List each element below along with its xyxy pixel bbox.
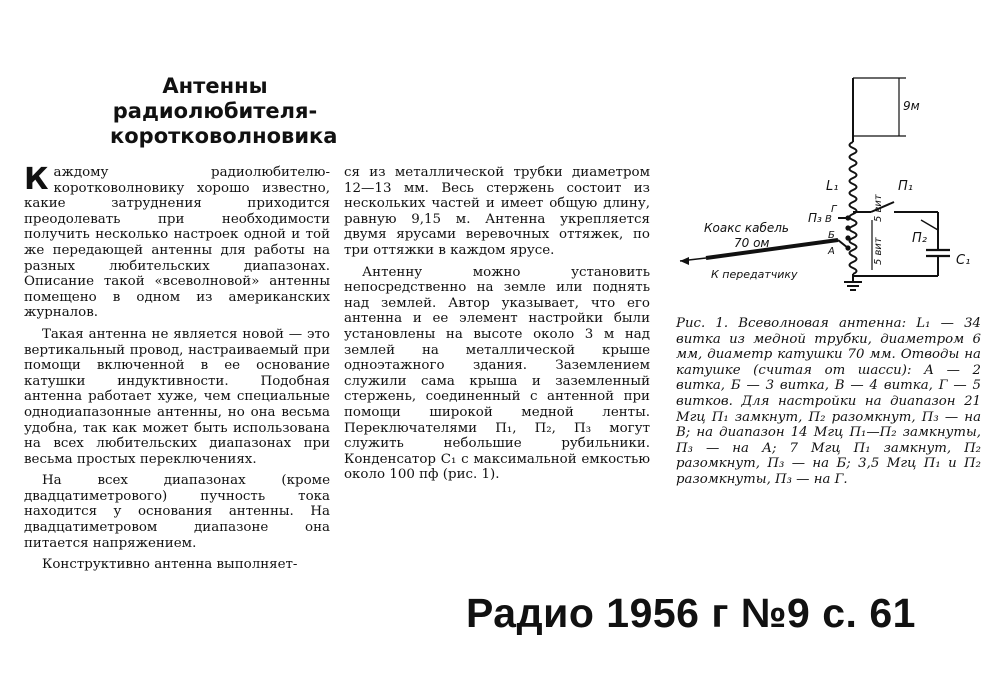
tap-a-label: А bbox=[828, 246, 835, 257]
tap-v-label: В bbox=[825, 214, 832, 225]
coil-turns-label-2: 5 вит bbox=[873, 237, 884, 265]
drop-cap: К bbox=[24, 162, 49, 197]
paragraph: На всех диапазонах (кроме двадцатиметрового) пучность тока находится у основания антенны. На двадцатиметровом диапазоне она питается напряжением. bbox=[24, 473, 330, 551]
paragraph: Антенну можно установить непосредственно на земле или поднять над землей. Автор указывает, что его антенна и ее элемент настройки были установлены на высоте около 3 м над землей на металлической крыше одноэтажного здания. Заземлением служили сама крыша и заземленный стержень, соединенный с антенной при помощи широкой медной ленты. Переключателями П₁, П₂, П₃ могут служить небольшие рубильники. Конденсатор C₁ с максимальной емкостью около 100 пф (рис. 1). bbox=[344, 264, 650, 483]
to-transmitter-label: К передатчику bbox=[711, 268, 798, 281]
coax-cable bbox=[706, 240, 838, 258]
coil-label: L₁ bbox=[826, 179, 839, 194]
text-column-2 bbox=[344, 165, 650, 483]
p3-label: П₃ bbox=[808, 211, 822, 225]
coil-turns-label: 5 вит bbox=[873, 194, 884, 222]
title-line-3: коротковолновика bbox=[110, 124, 338, 148]
coax-label: Коакс кабель bbox=[704, 221, 790, 235]
coil-l1 bbox=[850, 142, 857, 274]
paragraph bbox=[24, 162, 330, 321]
text-column-1 bbox=[24, 162, 330, 573]
title-line-1: Антенны bbox=[162, 74, 268, 98]
antenna-schematic bbox=[676, 70, 976, 300]
source-note: Радио 1956 г №9 с. 61 bbox=[466, 590, 916, 636]
title-line-2: радиолюбителя- bbox=[112, 99, 318, 123]
figure-caption: Рис. 1. Всеволновая антенна: L₁ — 34 витка из медной трубки, диаметром 6 мм, диаметр катушки 70 мм. Отводы на катушке (считая от шасси): А — 2 витка, Б — 3 витка, В — 4 витка, Г — 5 витков. Для настройки на диапазон 21 Мгц П₁ замкнут, П₂ разомкнут, П₃ — на В; на диапазон 14 Мгц П₁—П₂ замкнуты, П₃ — на А; 7 Мгц П₁ замкнут, П₂ разомкнут, П₃ — на Б; 3,5 Мгц П₁ и П₂ разомкнуты, П₃ — на Г. bbox=[676, 316, 981, 487]
paragraph: Такая антенна не является новой — это вертикальный провод, настраиваемый при помощи включенной в ее основание катушки индуктивности. Подобная антенна работает хуже, чем специальные однодиапазонные антенны, но она весьма удобна, так как может быть использована на всех любительских диапазонах при весьма простых переключениях. bbox=[24, 326, 330, 467]
coax-impedance-label: 70 ом bbox=[734, 236, 770, 250]
tap-g-label: Г bbox=[831, 204, 837, 215]
p2-label: П₂ bbox=[912, 231, 927, 246]
paragraph-text: аждому радиолюбителю-коротковолновику хорошо известно, какие затруднения приходится преодолевать при необходимости получить несколько настроек одной и той же передающей антенны для работы на разных любительских диапазонах. Описание такой «всеволновой» антенны помещено в одном из американских журналов. bbox=[24, 165, 330, 321]
article-title bbox=[110, 74, 338, 149]
arrow-to-transmitter bbox=[680, 257, 689, 265]
tap-b-label: Б bbox=[828, 230, 835, 241]
paragraph: ся из металлической трубки диаметром 12—13 мм. Весь стержень состоит из нескольких частей и имеет общую длину, равную 9,15 м. Антенна укрепляется двумя ярусами веревочных оттяжек, по три оттяжки в каждом ярусе. bbox=[344, 165, 650, 258]
p1-label: П₁ bbox=[898, 179, 913, 194]
switch-p2 bbox=[921, 220, 938, 230]
capacitor-label: C₁ bbox=[956, 253, 971, 268]
paragraph: Конструктивно антенна выполняет- bbox=[42, 557, 298, 573]
height-label: 9м bbox=[903, 99, 920, 113]
